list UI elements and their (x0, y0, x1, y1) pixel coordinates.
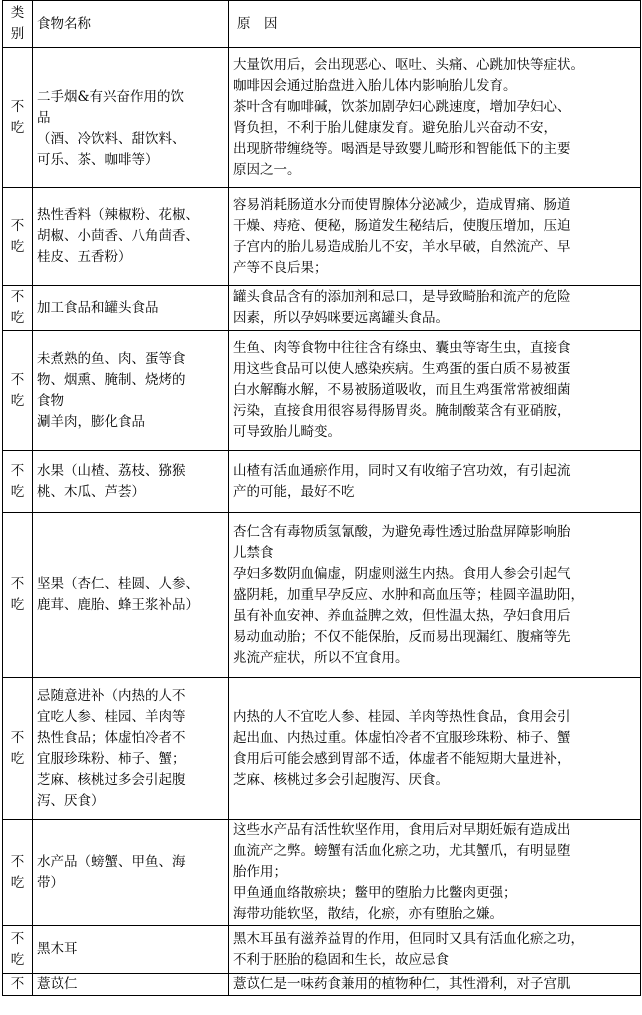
food-name-cell: 热性香料（辣椒粉、花椒、 胡椒、小茴香、八角茴香、 桂皮、五香粉） (33, 188, 229, 286)
table-row (3, 48, 641, 188)
category-cell: 不 吃 (3, 286, 33, 331)
category-cell: 不 吃 (3, 678, 33, 820)
food-name-cell: 水产品（螃蟹、甲鱼、海 带） (33, 820, 229, 926)
category-cell: 不 吃 (3, 926, 33, 974)
table-row (3, 286, 641, 331)
category-cell: 不 (3, 974, 33, 996)
reason-cell: 容易消耗肠道水分而使胃腺体分泌减少，造成胃痛、肠道 干燥、痔疮、便秘，肠道发生秘结后，使腹压增加，压迫 子宫内的胎儿易造成胎儿不安，羊水早破，自然流产、早 产等不良后果； (229, 188, 641, 286)
reason-cell: 薏苡仁是一味药食兼用的植物种仁，其性滑利，对子宫肌 (229, 974, 641, 996)
reason-cell: 这些水产品有活性软坚作用，食用后对早期妊娠有造成出 血流产之弊。螃蟹有活血化瘀之功，尤其蟹爪，有明显堕 胎作用； 甲鱼通血络散瘀块；鳖甲的堕胎力比鳖肉更强； 海带功能软坚，散结，化瘀，亦有堕胎之嫌。 (229, 820, 641, 926)
food-name-cell: 薏苡仁 (33, 974, 229, 996)
reason-cell: 黑木耳虽有滋养益胃的作用，但同时又具有活血化瘀之功， 不利于胚胎的稳固和生长，故应忌食 (229, 926, 641, 974)
food-name-cell: 未煮熟的鱼、肉、蛋等食 物、烟熏、腌制、烧烤的 食物 涮羊肉，膨化食品 (33, 331, 229, 451)
table-row (3, 820, 641, 926)
reason-cell: 罐头食品含有的添加剂和忌口，是导致畸胎和流产的危险 因素，所以孕妈咪要远离罐头食品。 (229, 286, 641, 331)
food-table (2, 0, 641, 996)
reason-cell: 大量饮用后，会出现恶心、呕吐、头痛、心跳加快等症状。 咖啡因会通过胎盘进入胎儿体内影响胎儿发育。 茶叶含有咖啡碱，饮茶加剧孕妇心跳速度，增加孕妇心、 肾负担，不利于胎儿健康发育。避免胎儿兴奋动不安， 出现脐带缠绕等。喝酒是导致婴儿畸形和智能低下的主要 原因之一。 (229, 48, 641, 188)
category-cell: 不 吃 (3, 48, 33, 188)
food-name-cell: 黑木耳 (33, 926, 229, 974)
category-cell: 不 吃 (3, 820, 33, 926)
reason-cell: 山楂有活血通瘀作用，同时又有收缩子宫功效，有引起流 产的可能，最好不吃 (229, 451, 641, 513)
table-row (3, 331, 641, 451)
reason-cell: 杏仁含有毒物质氢氰酸，为避免毒性透过胎盘屏障影响胎 儿禁食 孕妇多数阴血偏虚，阴虚则滋生内热。食用人参会引起气 盛阴耗，加重早孕反应、水肿和高血压等；桂圆辛温助阳， 虽有补血安神、养血益脾之效，但性温太热，孕妇食用后 易动血动胎；不仅不能保胎，反而易出现漏红、腹痛等先 兆流产症状，所以不宜食用。 (229, 513, 641, 678)
header-category: 类 别 (3, 1, 33, 48)
table-row (3, 513, 641, 678)
category-cell: 不 吃 (3, 188, 33, 286)
header-row (3, 1, 641, 48)
header-food-name: 食物名称 (33, 1, 229, 48)
table-row (3, 451, 641, 513)
category-cell: 不 吃 (3, 513, 33, 678)
table-row (3, 926, 641, 974)
table-row (3, 974, 641, 996)
table-row (3, 188, 641, 286)
food-name-cell: 忌随意进补（内热的人不 宜吃人参、桂园、羊肉等 热性食品；体虚怕冷者不 宜服珍珠粉、柿子、蟹； 芝麻、核桃过多会引起腹 泻、厌食） (33, 678, 229, 820)
header-reason: 原 因 (229, 1, 641, 48)
food-name-cell: 二手烟&有兴奋作用的饮 品 （酒、冷饮料、甜饮料、 可乐、茶、咖啡等） (33, 48, 229, 188)
reason-cell: 生鱼、肉等食物中往往含有绦虫、囊虫等寄生虫，直接食 用这些食品可以使人感染疾病。生鸡蛋的蛋白质不易被蛋 白水解酶水解，不易被肠道吸收，而且生鸡蛋常常被细菌 污染，直接食用很容易得肠胃炎。腌制酸菜含有亚硝胺， 可导致胎儿畸变。 (229, 331, 641, 451)
table-row (3, 678, 641, 820)
reason-cell: 内热的人不宜吃人参、桂园、羊肉等热性食品，食用会引 起出血、内热过重。体虚怕冷者不宜服珍珠粉、柿子、蟹 食用后可能会感到胃部不适，体虚者不能短期大量进补， 芝麻、核桃过多会引起腹泻、厌食。 (229, 678, 641, 820)
food-name-cell: 水果（山楂、荔枝、猕猴 桃、木瓜、芦荟） (33, 451, 229, 513)
food-name-cell: 加工食品和罐头食品 (33, 286, 229, 331)
category-cell: 不 吃 (3, 331, 33, 451)
food-name-cell: 坚果（杏仁、桂圆、人参、 鹿茸、鹿胎、蜂王浆补品） (33, 513, 229, 678)
category-cell: 不 吃 (3, 451, 33, 513)
